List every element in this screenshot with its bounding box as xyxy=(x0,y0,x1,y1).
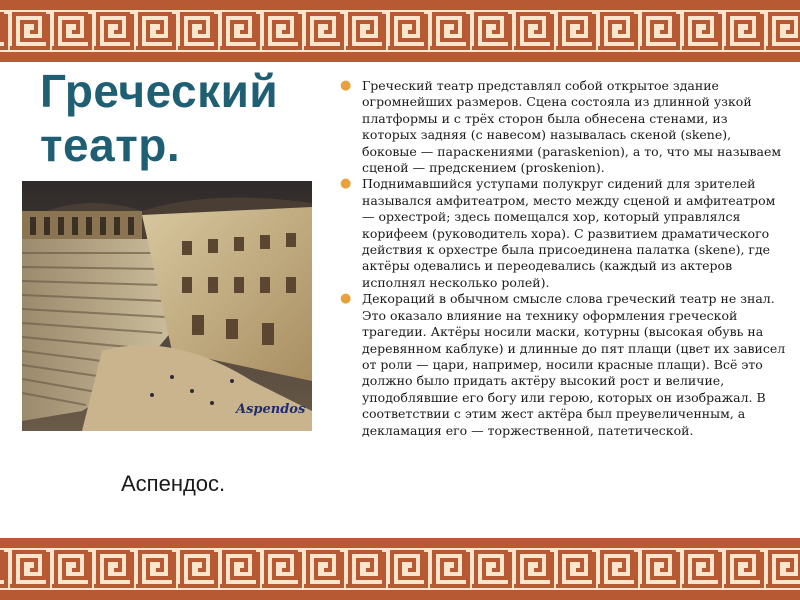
paragraph-item xyxy=(338,291,786,439)
bullet-icon: ● xyxy=(340,78,352,93)
bullet-icon: ● xyxy=(340,291,352,307)
paragraph-item xyxy=(338,176,786,291)
paragraph-item xyxy=(338,78,786,176)
paragraph-text: Декораций в обычном смысле слова греческий театр не знал. Это оказало влияние на технику оформления греческой трагедии. Актёры носили маски, котурны (высокая обувь на деревянном каблуке) и длинные до пят плащи (цвет их зависел от роли — цари, например, носили красные плащи). Всё это должно было придать актёру высокий рост и величие, уподоблявшие его богу или герою, которых он изображал. В соответствии с этим жест актёра был преувеличенным, а декламация его — торжественной, патетической. xyxy=(362,291,786,438)
meander-pattern-bottom xyxy=(0,548,800,590)
bullet-icon: ● xyxy=(340,176,352,192)
place-label: Аспендос. xyxy=(121,471,226,496)
meander-pattern-top xyxy=(0,10,800,52)
aspendos-theatre-photo xyxy=(22,181,312,431)
top-meander-border xyxy=(0,0,800,62)
text-block xyxy=(338,78,786,439)
photo-caption: Aspendos xyxy=(236,402,306,417)
bottom-meander-border xyxy=(0,538,800,600)
paragraph-text: Поднимавшийся уступами полукруг сидений для зрителей назывался амфитеатром, место между сценой и амфитеатром — орхестрой; здесь помещался хор, который управлялся корифеем (руководитель хора). С развитием драматического действия к орхестре была присоединена палатка (skene), где актёры одевались и переодевались (каждый из актеров исполнял несколько ролей). xyxy=(362,176,776,290)
slide-title: Греческий театр. xyxy=(40,65,279,171)
paragraph-text: Греческий театр представлял собой открытое здание огромнейших размеров. Сцена состояла из длинной узкой платформы и с трёх сторон была обнесена стенами, из которых задняя (с навесом) называлась скеной (skene), боковые — параскениями (paraskenion), а то, что мы называем сценой — предскением (proskenion). xyxy=(362,78,782,176)
